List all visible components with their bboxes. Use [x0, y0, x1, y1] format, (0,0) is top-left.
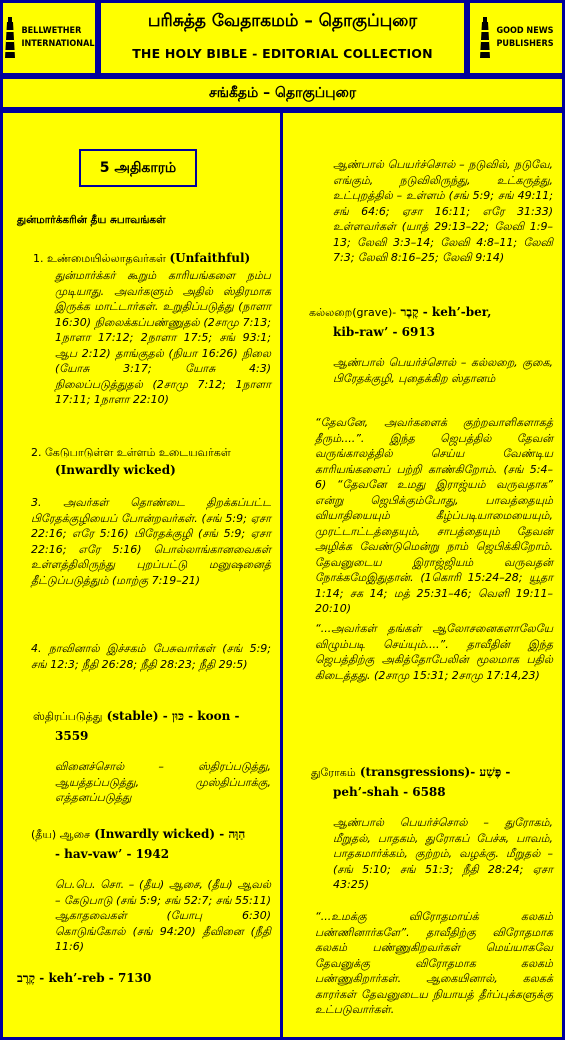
- right-logo-line2: PUBLISHERS: [496, 39, 554, 49]
- item-1-english: (Unfaithful): [169, 251, 251, 265]
- title-box: [98, 0, 467, 76]
- title-tamil: பரிசுத்த வேதாகமம் – தொகுப்புரை: [147, 11, 418, 31]
- list-item-1: [33, 251, 271, 267]
- word-stable-tamil: ஸ்திரப்படுத்து: [33, 710, 103, 723]
- good-news-logo: [470, 3, 562, 73]
- word-transgression-number: peh’-shah - 6588: [333, 785, 446, 799]
- word-desire-tamil: (தீய) ஆசை: [31, 828, 91, 841]
- bellwether-logo: [3, 3, 95, 73]
- word-transgression-dash: -: [505, 765, 511, 779]
- list-item-3: 3. அவர்கள் தொண்டை திறக்கப்பட்ட பிரேதக்குழியைப் போன்றவர்கள். (சங் 5:9; ஏசா 22:16; எரே 5:16) பிரேதக்குழி (சங் 5:9; ஏசா 22:16; எரே 5:16) பொல்லாங்கானவைகள் உள்ளத்திலிருந்து புறப்பட்டு மனுஷனைத் தீட்டுப்படுத்தும் (மாற்கு 7:19–21): [31, 496, 271, 587]
- word-stable-number: 3559: [55, 729, 89, 743]
- word-grave-tamil: கல்லறை(grave)-: [309, 306, 397, 319]
- subtitle: சங்கீதம் – தொகுப்புரை: [208, 85, 357, 101]
- list-item-4: 4. நாவினால் இச்சகம் பேசுவார்கள் (சங் 5:9; சங் 12:3; நீதி 26:28; நீதி 28:23; நீதி 29:5): [31, 642, 271, 671]
- section-heading: துன்மார்க்கரின் தீய சுபாவங்கள்: [17, 214, 166, 226]
- chapter-box: 5 அதிகாரம்: [79, 149, 197, 187]
- left-logo-line2: INTERNATIONAL: [21, 39, 95, 49]
- paragraph-judgement: “தேவனே, அவர்களைக் குற்றவாளிகளாகத் தீரும்....”. இந்த ஜெபத்தில் தேவன் வருங்காலத்தில் செய்ய வேண்டிய காரியங்களைப் பற்றி காண்கிறோம். (சங் 5:4–6) “தேவனே உமது இராஜ்யம் வருவதாக” என்று ஜெபிக்கும்போது, பாவத்தையும் வியாதியையும் கீழ்ப்படியாமையையும், முரட்டாட்டத்தையும், சாபத்தையும் தேவன் அழிக்க வேண்டுமென்று நாம் ஜெபிக்கிறோம். தேவனுடைய இராஜ்ஜியம் வருவதன் நோக்கமேஇதுதான். (1கொரி 15:24–28; யூதா 1:14; சக 14; மத் 25:31–46; வெளி 19:11–20:10): [315, 416, 553, 615]
- word-entry-desire: [31, 825, 281, 844]
- item-2-english: (Inwardly wicked): [55, 463, 176, 477]
- item-2-title: 2. கேடுபாடுள்ள உள்ளம் உடையவர்கள்: [31, 446, 231, 459]
- word-entry-transgression: [311, 763, 561, 782]
- word-entry-inward: קֶרֶב - keh’-reb - 7130: [17, 971, 152, 985]
- word-transgression-definition: ஆண்பால் பெயர்ச்சொல் – துரோகம், மீறுதல், பாதகம், துரோகப் பேச்சு, பாவம், பாதகமார்க்கம், குற்றம், வழக்கு. மீறுதல் – (சங் 5:10; சங் 51:3; நீதி 28:24; ஏசா 43:25): [333, 816, 553, 891]
- bellwether-logo-box: [0, 0, 98, 76]
- word-grave-number: kib-raw’ - 6913: [333, 325, 436, 339]
- word-stable-definition: வினைச்சொல் – ஸ்திரப்படுத்து, ஆயத்தப்படுத்து, முஸ்திப்பாக்கு, எத்தனப்படுத்து: [55, 760, 271, 804]
- paragraph-rebellion: “...உமக்கு விரோதமாய்க் கலகம் பண்ணினார்களே”. தாவீதிற்கு விரோதமாக கலகம் பண்ணுகிறவர்கள் மெய்யாகவே தேவனுக்கு விரோதமாக கலகம் பண்ணுகிறார்கள். ஆகையினால், கலகக் காரர்கள் தேவனுடைய நியாயத் தீர்ப்புக்களுக்கு உட்படுவார்கள்.: [315, 910, 553, 1016]
- word-desire-english: (Inwardly wicked) - הַוָּה: [94, 827, 246, 841]
- left-logo-line1: BELLWETHER: [21, 26, 82, 36]
- word-transgression-hebrew: פֶּשַׁע: [479, 765, 502, 779]
- word-grave-hebrew: קֶבֶר: [400, 305, 419, 319]
- left-column: [0, 110, 283, 1040]
- inward-definition: ஆண்பால் பெயர்ச்சொல் – நடுவில், நடுவே, எங்கும், நடுவிலிருந்து, உட்கருத்து, உட்புறத்தில் – உள்ளம் (சங் 5:9; சங் 49:11; சங் 64:6; ஏசா 16:11; எரே 31:33) உள்ளவர்கள் (யாத் 29:13–22; லேவி 1:9–13; லேவி 3:3–14; லேவி 4:8–11; லேவி 7:3; லேவி 8:16–25; லேவி 9:14): [333, 158, 553, 264]
- title-english: THE HOLY BIBLE - EDITORIAL COLLECTION: [132, 46, 433, 61]
- word-grave-definition: ஆண்பால் பெயர்ச்சொல் – கல்லறை, குகை, பிரேதக்குழி, புதைக்கிற ஸ்தானம்: [333, 356, 553, 385]
- item-1-body: துன்மார்க்கர் கூறும் காரியங்களை நம்ப முடியாது. அவர்களும் அதில் ஸ்திரமாக இருக்க மாட்டார்கள். உறுதிப்படுத்து (நாளா 16:30) நிலைக்கப்பண்ணுதல் (2சாமு 7:13; 1நாளா 17:12; 2நாளா 17:5; சங் 93:1; ஆப 2:12) தாங்குதல் (நியா 16:26) நிலை (யோசு 3:17; யோசு 4:3) நிலைப்படுத்துதல் (2சாமு 7:12; 1நாளா 17:11; 1நாளா 22:10): [55, 269, 271, 406]
- good-news-logo-box: [467, 0, 565, 76]
- word-grave-translit: - keh’-ber,: [422, 305, 492, 319]
- right-column: [280, 110, 565, 1040]
- word-desire-number: - hav-vaw’ - 1942: [55, 847, 170, 861]
- word-stable-hebrew: (stable) - כּוּן - koon -: [106, 709, 240, 723]
- word-transgression-tamil: துரோகம்: [311, 766, 356, 779]
- right-logo-line1: GOOD NEWS: [496, 26, 554, 36]
- word-desire-definition: பெ.பெ. சொ. – (தீய) ஆசை, (தீய) ஆவல் – கேடுபாடு (சங் 5:9; சங் 52:7; சங் 55:11) ஆகாதவைகள் (யோபு 6:30) கொடுங்கோல் (சங் 94:20) தீவினை (நீதி 11:6): [55, 878, 271, 953]
- lighthouse-icon: [478, 16, 492, 60]
- subtitle-bar: [0, 76, 565, 110]
- lighthouse-icon: [3, 16, 17, 60]
- word-entry-stable: [33, 707, 273, 726]
- paragraph-counsel: “...அவர்கள் தங்கள் ஆலோசனைகளாலேயே விழும்படி செய்யும்....”. தாவீதின் இந்த ஜெபத்திற்கு அகித்தோபேலின் மூலமாக பதில் கிடைத்தது. (2சாமு 15:31; 2சாமு 17:14,23): [315, 622, 553, 682]
- item-1-title: 1. உண்மையில்லாதவர்கள்: [33, 252, 166, 265]
- word-entry-grave: [309, 303, 559, 322]
- word-transgression-english: (transgressions)-: [359, 765, 476, 779]
